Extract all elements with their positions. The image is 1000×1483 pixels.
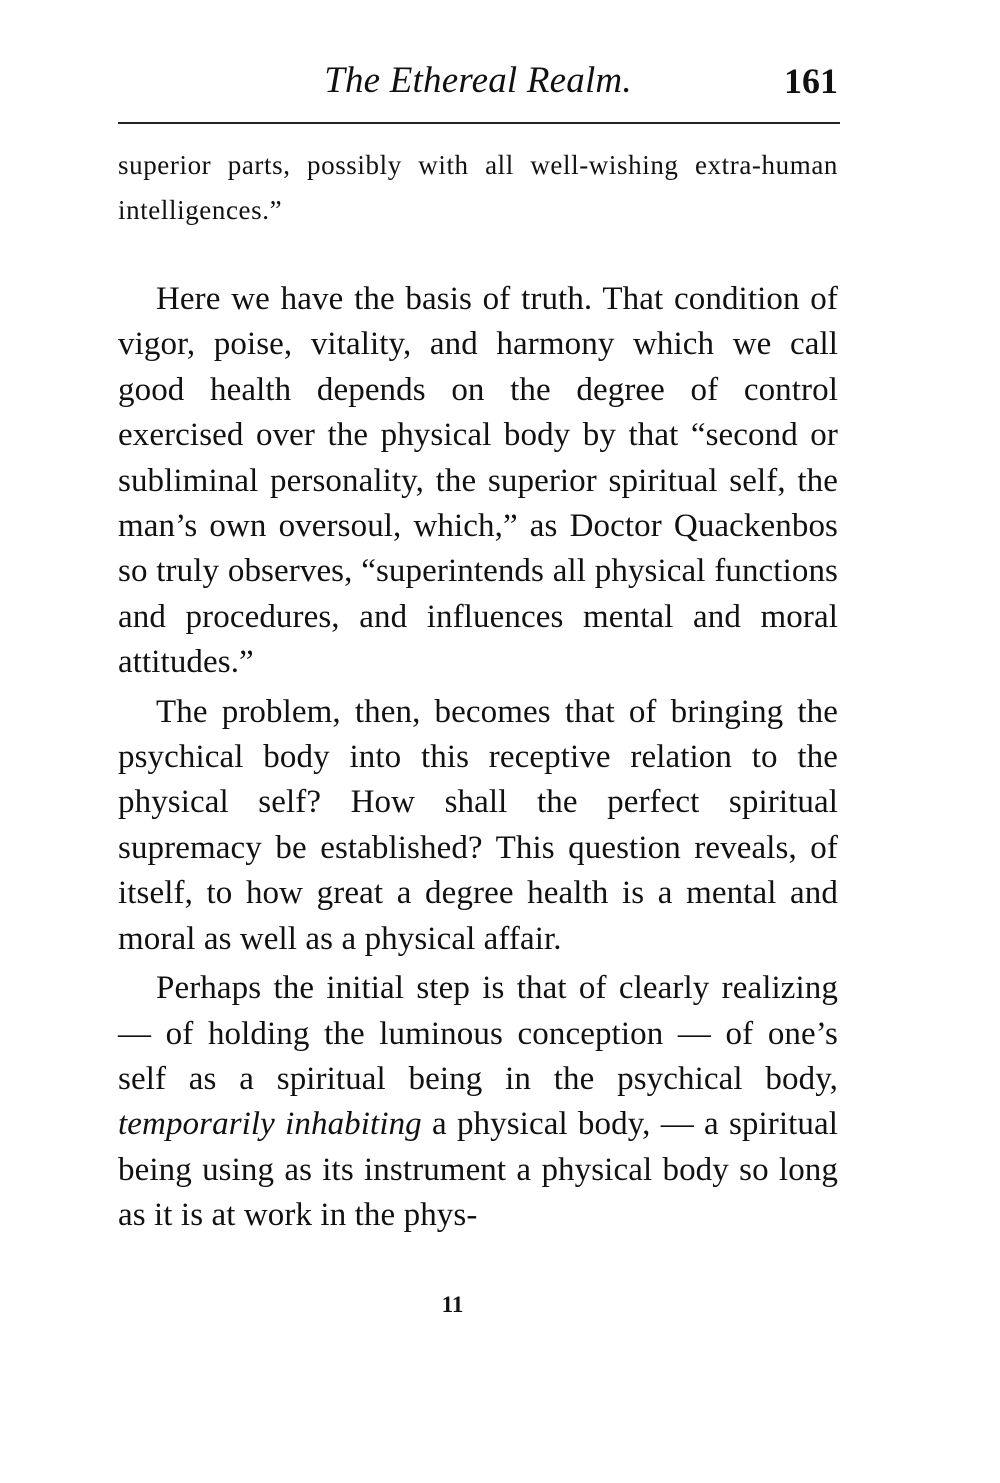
paragraph-3-text-end: a physical body, — a spiritual being using as its instrument a physical body so long as it is at work in the phys- <box>118 1106 838 1234</box>
running-head <box>118 56 838 106</box>
paragraph-3-emphasis: temporarily inhabiting <box>118 1106 422 1143</box>
page-number: 161 <box>784 61 838 101</box>
header-rule <box>118 122 840 124</box>
paragraph-1: Here we have the basis of truth. That condition of vigor, poise, vitality, and harmony which we call good health depends on the degree of control exercised over the physical body by that “second or subliminal personality, the superior spiritual self, the man’s own oversoul, which,” as Doctor Quackenbos so truly observes, “superintends all physical functions and procedures, and influences mental and moral attitudes.” <box>118 281 838 681</box>
block-quote-continuation: superior parts, possibly with all well-wishing extra-human intelligences.” <box>118 150 838 225</box>
running-title: The Ethereal Realm. <box>324 60 632 101</box>
signature-mark: 11 <box>441 1292 464 1317</box>
paragraph-2: The problem, then, becomes that of bringing the psychical body into this receptive relation to the physical self? How shall the perfect spiritual supremacy be established? This question reveals, of itself, to how great a degree health is a mental and moral as well as a physical affair. <box>118 693 838 957</box>
body-text <box>118 277 838 1239</box>
paragraph-3-text-start: Perhaps the initial step is that of clearly realizing — of holding the luminous conception — of one’s self as a spiritual being in the psychical body, <box>118 970 838 1097</box>
paragraph-3 <box>118 966 838 1238</box>
